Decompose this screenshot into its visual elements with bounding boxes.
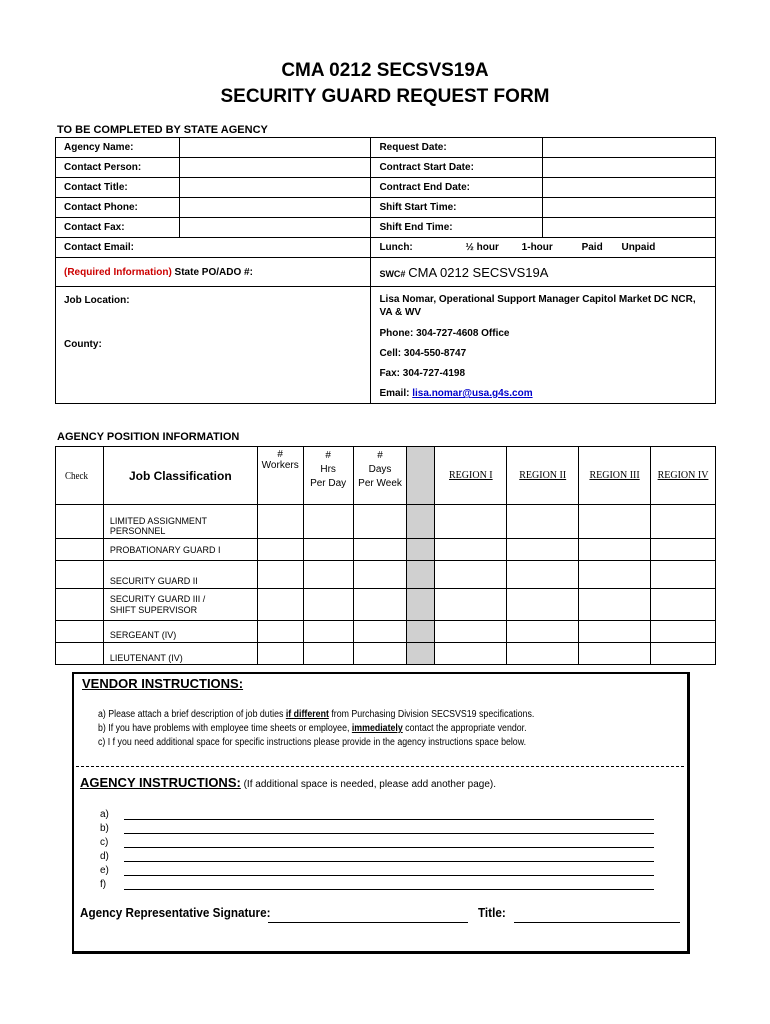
region-iv-header: REGION IV xyxy=(651,447,716,505)
section-position-heading: AGENCY POSITION INFORMATION xyxy=(57,431,240,443)
vendor-contact-name: Lisa Nomar, Operational Support Manager Capitol Market DC NCR, VA & WV xyxy=(379,294,696,318)
instruction-line-d[interactable] xyxy=(124,861,654,862)
job-location-label: Job Location: xyxy=(64,295,130,306)
signature-label: Agency Representative Signature: xyxy=(80,905,271,920)
required-info-label: (Required Information) xyxy=(64,266,172,278)
vendor-email-line xyxy=(379,387,707,400)
vendor-contact-cell xyxy=(371,287,716,404)
days-cell[interactable] xyxy=(353,621,407,643)
hrs-cell[interactable] xyxy=(303,505,353,539)
region-cell[interactable] xyxy=(435,505,507,539)
check-cell[interactable] xyxy=(56,621,104,643)
swc-label: SWC# xyxy=(379,268,406,279)
days-cell[interactable] xyxy=(353,539,407,561)
shift-start-field[interactable] xyxy=(543,198,716,218)
lunch-one-hour-option[interactable]: 1-hour xyxy=(521,242,553,253)
job-location-cell[interactable] xyxy=(56,287,371,404)
agency-instructions-title: AGENCY INSTRUCTIONS: xyxy=(80,775,241,790)
section-agency-heading: TO BE COMPLETED BY STATE AGENCY xyxy=(57,124,268,136)
form-code-title: CMA 0212 SECSVS19A xyxy=(281,60,489,81)
check-cell[interactable] xyxy=(56,643,104,665)
gray-cell xyxy=(407,643,435,665)
instruction-line-f[interactable] xyxy=(124,889,654,890)
lunch-label: Lunch: xyxy=(379,242,413,253)
lunch-unpaid-option[interactable]: Unpaid xyxy=(621,242,656,253)
hrs-cell[interactable] xyxy=(303,643,353,665)
title-label: Title: xyxy=(478,905,506,920)
instruction-line-a[interactable] xyxy=(124,819,654,820)
lunch-row xyxy=(371,238,716,258)
swc-row xyxy=(371,258,716,287)
hrs-cell[interactable] xyxy=(303,621,353,643)
region-cell[interactable] xyxy=(651,539,716,561)
region-i-header: REGION I xyxy=(435,447,507,505)
vendor-email-label: Email: xyxy=(379,388,413,399)
gray-cell xyxy=(407,621,435,643)
contact-person-label: Contact Person: xyxy=(56,158,180,178)
contract-end-label: Contract End Date: xyxy=(371,178,543,198)
agency-instructions-note: (If additional space is needed, please add another page). xyxy=(240,779,497,790)
gray-cell xyxy=(407,539,435,561)
agency-name-label: Agency Name: xyxy=(56,138,180,158)
contact-person-field[interactable] xyxy=(179,158,371,178)
days-cell[interactable] xyxy=(353,643,407,665)
gray-divider-cell xyxy=(407,447,435,505)
contact-email-field[interactable] xyxy=(56,238,371,258)
workers-cell[interactable] xyxy=(257,539,303,561)
workers-cell[interactable] xyxy=(257,621,303,643)
contact-phone-field[interactable] xyxy=(179,198,371,218)
check-header: Check xyxy=(56,447,104,505)
table-row xyxy=(56,539,716,561)
gray-cell xyxy=(407,561,435,589)
workers-cell[interactable] xyxy=(257,589,303,621)
region-cell[interactable] xyxy=(579,561,651,589)
workers-cell[interactable] xyxy=(257,643,303,665)
instruction-line-e[interactable] xyxy=(124,875,654,876)
title-line[interactable] xyxy=(514,922,680,923)
dashed-divider xyxy=(76,766,684,767)
contract-start-field[interactable] xyxy=(543,158,716,178)
contract-end-field[interactable] xyxy=(543,178,716,198)
workers-header: # Workers xyxy=(257,447,303,505)
position-label: SECURITY GUARD II xyxy=(103,561,257,589)
table-row xyxy=(56,589,716,621)
immediately-emphasis: immediately xyxy=(351,723,403,734)
region-cell[interactable] xyxy=(579,539,651,561)
check-cell[interactable] xyxy=(56,589,104,621)
vendor-instructions-title: VENDOR INSTRUCTIONS: xyxy=(82,676,244,691)
vendor-instructions-list xyxy=(98,708,688,750)
vendor-cell: Cell: 304-550-8747 xyxy=(379,348,467,359)
contact-phone-label: Contact Phone: xyxy=(56,198,180,218)
request-date-label: Request Date: xyxy=(371,138,543,158)
days-cell[interactable] xyxy=(353,589,407,621)
gray-cell xyxy=(407,505,435,539)
vendor-email-link[interactable]: lisa.nomar@usa.g4s.com xyxy=(412,388,533,399)
region-cell[interactable] xyxy=(579,621,651,643)
gray-cell xyxy=(407,589,435,621)
region-cell[interactable] xyxy=(651,561,716,589)
state-po-label: State PO/ADO #: xyxy=(171,266,253,278)
hrs-cell[interactable] xyxy=(303,589,353,621)
vendor-fax: Fax: 304-727-4198 xyxy=(379,368,466,379)
county-label: County: xyxy=(64,339,102,350)
contact-fax-label: Contact Fax: xyxy=(56,218,180,238)
days-header: # Days Per Week xyxy=(353,447,407,505)
shift-start-label: Shift Start Time: xyxy=(371,198,543,218)
table-row xyxy=(56,621,716,643)
region-cell[interactable] xyxy=(507,621,579,643)
days-cell[interactable] xyxy=(353,561,407,589)
vendor-instruction-a: a) Please attach a brief description of job duties if different from Purchasing Division SECSVS19 specifications. xyxy=(98,709,535,720)
form-title: SECURITY GUARD REQUEST FORM xyxy=(220,86,550,107)
letter-d: d) xyxy=(100,851,109,862)
vendor-phone: Phone: 304-727-4608 Office xyxy=(379,328,510,339)
hrs-cell[interactable] xyxy=(303,539,353,561)
region-cell[interactable] xyxy=(579,643,651,665)
position-label: LIEUTENANT (IV) xyxy=(103,643,257,665)
shift-end-field[interactable] xyxy=(543,218,716,238)
agency-info-table xyxy=(55,137,716,404)
position-label: PROBATIONARY GUARD I xyxy=(103,539,257,561)
region-cell[interactable] xyxy=(579,505,651,539)
agency-name-field[interactable] xyxy=(179,138,371,158)
table-row xyxy=(56,561,716,589)
region-cell[interactable] xyxy=(651,589,716,621)
workers-cell[interactable] xyxy=(257,505,303,539)
days-cell[interactable] xyxy=(353,505,407,539)
region-cell[interactable] xyxy=(435,643,507,665)
region-cell[interactable] xyxy=(651,505,716,539)
hrs-cell[interactable] xyxy=(303,561,353,589)
instruction-line-b[interactable] xyxy=(124,833,654,834)
signature-line[interactable] xyxy=(268,922,468,923)
region-cell[interactable] xyxy=(435,539,507,561)
region-cell[interactable] xyxy=(435,589,507,621)
check-cell[interactable] xyxy=(56,539,104,561)
region-cell[interactable] xyxy=(435,561,507,589)
table-row xyxy=(56,643,716,665)
instructions-box xyxy=(72,672,690,954)
position-label: SERGEANT (IV) xyxy=(103,621,257,643)
region-cell[interactable] xyxy=(435,621,507,643)
if-different-emphasis: if different xyxy=(285,709,329,720)
region-cell[interactable] xyxy=(651,621,716,643)
check-cell[interactable] xyxy=(56,505,104,539)
region-iii-header: REGION III xyxy=(579,447,651,505)
job-classification-header: Job Classification xyxy=(103,447,257,505)
contract-start-label: Contract Start Date: xyxy=(371,158,543,178)
region-cell[interactable] xyxy=(507,539,579,561)
letter-e: e) xyxy=(100,865,109,876)
agency-instructions-heading xyxy=(80,774,496,792)
contact-email-label: Contact Email: xyxy=(64,242,135,253)
workers-cell[interactable] xyxy=(257,561,303,589)
letter-b: b) xyxy=(100,823,109,834)
contact-title-field[interactable] xyxy=(179,178,371,198)
position-label: SECURITY GUARD III / SHIFT SUPERVISOR xyxy=(103,589,257,621)
region-cell[interactable] xyxy=(507,643,579,665)
instruction-line-c[interactable] xyxy=(124,847,654,848)
agency-instruction-letters xyxy=(100,808,109,892)
letter-c: c) xyxy=(100,837,109,848)
lunch-paid-option[interactable]: Paid xyxy=(581,242,603,253)
letter-a: a) xyxy=(100,809,109,820)
region-cell[interactable] xyxy=(507,589,579,621)
vendor-instruction-c: c) I f you need additional space for specific instructions please provide in the agency instructions space below. xyxy=(98,737,527,748)
request-date-field[interactable] xyxy=(543,138,716,158)
region-cell[interactable] xyxy=(651,643,716,665)
shift-end-label: Shift End Time: xyxy=(371,218,543,238)
contact-fax-field[interactable] xyxy=(179,218,371,238)
region-cell[interactable] xyxy=(579,589,651,621)
vendor-instruction-b: b) If you have problems with employee time sheets or employee, immediately contact the appropriate vendor. xyxy=(98,723,527,734)
contact-title-label: Contact Title: xyxy=(56,178,180,198)
check-cell[interactable] xyxy=(56,561,104,589)
position-label: LIMITED ASSIGNMENT PERSONNEL xyxy=(103,505,257,539)
lunch-half-hour-option[interactable]: ½ hour xyxy=(465,242,499,253)
position-table xyxy=(55,446,716,665)
swc-value: CMA 0212 SECSVS19A xyxy=(408,264,549,280)
region-cell[interactable] xyxy=(507,505,579,539)
table-row xyxy=(56,505,716,539)
region-ii-header: REGION II xyxy=(507,447,579,505)
letter-f: f) xyxy=(100,879,107,890)
region-cell[interactable] xyxy=(507,561,579,589)
state-po-field[interactable] xyxy=(56,258,371,287)
hrs-header: # Hrs Per Day xyxy=(303,447,353,505)
